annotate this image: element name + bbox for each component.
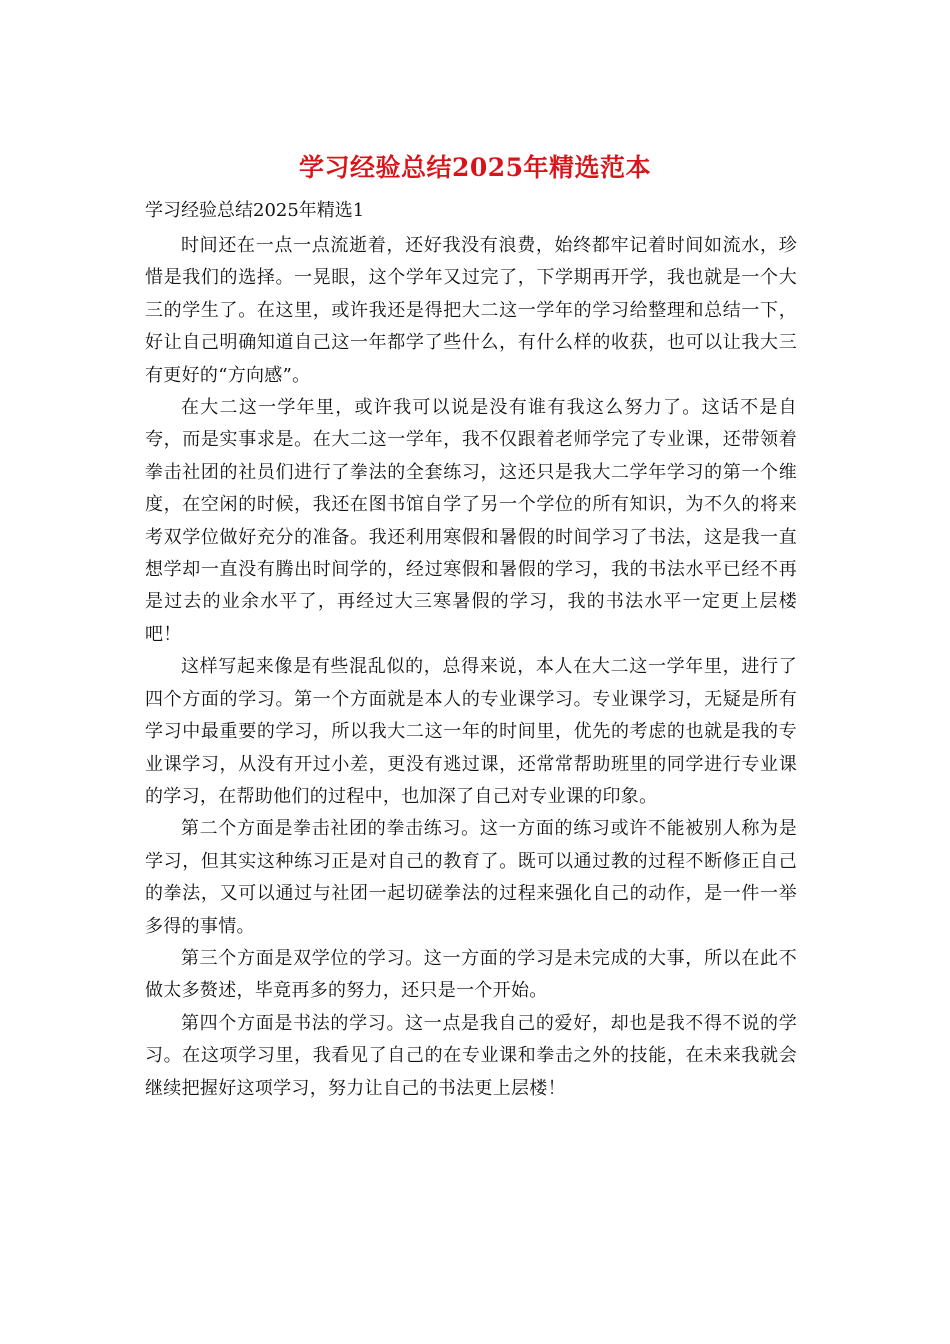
paragraph-2: 在大二这一学年里，或许我可以说是没有谁有我这么努力了。这话不是自夸，而是实事求是。在大二这一学年，我不仅跟着老师学完了专业课，还带领着拳击社团的社员们进行了拳法的全套练习，这还只是我大二学年学习的第一个维度，在空闲的时候，我还在图书馆自学了另一个学位的所有知识，为不久的将来考双学位做好充分的准备。我还利用寒假和暑假的时间学习了书法，这是我一直想学却一直没有腾出时间学的，经过寒假和暑假的学习，我的书法水平已经不再是过去的业余水平了，再经过大三寒暑假的学习，我的书法水平一定更上层楼吧！ xyxy=(145,397,797,645)
paragraph-6: 第四个方面是书法的学习。这一点是我自己的爱好，却也是我不得不说的学习。在这项学习里，我看见了自己的在专业课和拳击之外的技能，在未来我就会继续把握好这项学习，努力让自己的书法更上层楼！ xyxy=(145,1012,797,1099)
paragraph-3: 这样写起来像是有些混乱似的，总得来说，本人在大二这一学年里，进行了四个方面的学习。第一个方面就是本人的专业课学习。专业课学习，无疑是所有学习中最重要的学习，所以我大二这一年的时间里，优先的考虑的也就是我的专业课学习，从没有开过小差，更没有逃过课，还常常帮助班里的同学进行专业课的学习，在帮助他们的过程中，也加深了自己对专业课的印象。 xyxy=(145,656,797,807)
document-body xyxy=(145,196,797,1105)
document-title: 学习经验总结2025年精选范本 xyxy=(298,153,652,182)
paragraph-5: 第三个方面是双学位的学习。这一方面的学习是未完成的大事，所以在此不做太多赘述，毕竟再多的努力，还只是一个开始。 xyxy=(145,947,797,1002)
paragraph-4: 第二个方面是拳击社团的拳击练习。这一方面的练习或许不能被别人称为是学习，但其实这种练习正是对自己的教育了。既可以通过教的过程不断修正自己的拳法，又可以通过与社团一起切磋拳法的过程来强化自己的动作，是一件一举多得的事情。 xyxy=(145,818,797,937)
section-subheading: 学习经验总结2025年精选1 xyxy=(145,200,365,221)
paragraph-1: 时间还在一点一点流逝着，还好我没有浪费，始终都牢记着时间如流水，珍惜是我们的选择。一晃眼，这个学年又过完了，下学期再开学，我也就是一个大三的学生了。在这里，或许我还是得把大二这一学年的学习给整理和总结一下，好让自己明确知道自己这一年都学了些什么，有什么样的收获，也可以让我大三有更好的“方向感”。 xyxy=(145,235,797,386)
